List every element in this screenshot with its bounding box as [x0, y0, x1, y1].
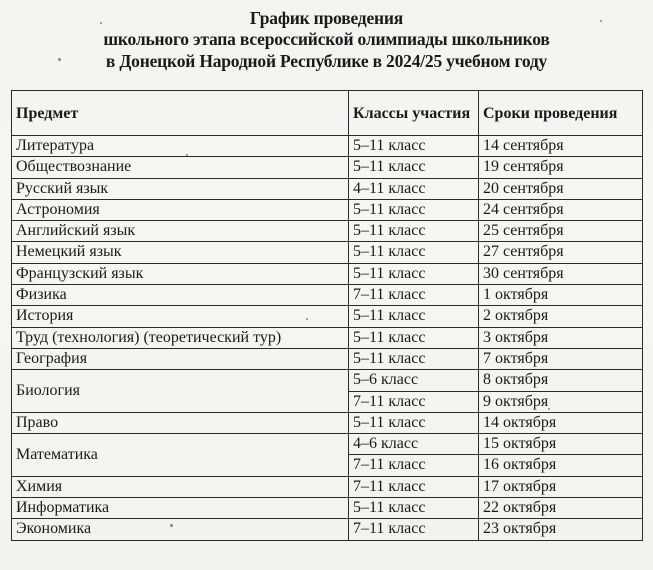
cell-subject: Русский язык: [12, 178, 349, 199]
cell-subject: География: [12, 348, 349, 369]
cell-subject: Биология: [12, 370, 349, 413]
cell-date: 14 октября: [479, 412, 643, 433]
table-row: [12, 136, 643, 157]
cell-classes: 5–11 класс: [349, 199, 479, 220]
table-row: [12, 221, 643, 242]
cell-classes: 7–11 класс: [349, 455, 479, 476]
scan-speck: [100, 22, 102, 24]
scan-speck: [186, 154, 188, 156]
table-row: [12, 476, 643, 497]
cell-subject: Физика: [12, 285, 349, 306]
cell-subject: Французский язык: [12, 263, 349, 284]
table-row: [12, 199, 643, 220]
cell-date: 8 октября: [479, 370, 643, 391]
table-row: [12, 519, 643, 540]
scan-speck: [600, 20, 602, 22]
table-row: [12, 242, 643, 263]
olympiad-schedule-table: [11, 90, 643, 541]
document-subtitle-region: в Донецкой Народной Республике в 2024/25 учебном году: [105, 51, 548, 71]
table-row: [12, 157, 643, 178]
table-row: [12, 327, 643, 348]
table-row: [12, 434, 643, 455]
cell-date: 3 октября: [479, 327, 643, 348]
table-row: [12, 348, 643, 369]
table-row: [12, 178, 643, 199]
cell-classes: 7–11 класс: [349, 519, 479, 540]
cell-subject: История: [12, 306, 349, 327]
document-title: График проведения: [249, 8, 404, 28]
cell-subject: Обществознание: [12, 157, 349, 178]
cell-subject: Немецкий язык: [12, 242, 349, 263]
cell-date: 16 октября: [479, 455, 643, 476]
cell-classes: 7–11 класс: [349, 285, 479, 306]
cell-date: 9 октября: [479, 391, 643, 412]
cell-subject: Экономика: [12, 519, 349, 540]
cell-subject: Химия: [12, 476, 349, 497]
cell-date: 30 сентября: [479, 263, 643, 284]
scan-speck: [58, 58, 61, 61]
cell-classes: 5–11 класс: [349, 242, 479, 263]
table-row: [12, 412, 643, 433]
cell-date: 14 сентября: [479, 136, 643, 157]
table-row: [12, 285, 643, 306]
scan-speck: [306, 318, 308, 320]
cell-classes: 5–11 класс: [349, 327, 479, 348]
cell-classes: 5–11 класс: [349, 412, 479, 433]
cell-date: 27 сентября: [479, 242, 643, 263]
cell-subject: Право: [12, 412, 349, 433]
table-header-row: [12, 91, 643, 136]
column-header-classes: Классы участия: [349, 91, 479, 136]
cell-classes: 7–11 класс: [349, 391, 479, 412]
cell-classes: 5–11 класс: [349, 306, 479, 327]
cell-classes: 5–11 класс: [349, 263, 479, 284]
cell-classes: 5–11 класс: [349, 498, 479, 519]
cell-subject: Информатика: [12, 498, 349, 519]
document-subtitle: школьного этапа всероссийской олимпиады школьников: [103, 29, 550, 49]
cell-classes: 5–6 класс: [349, 370, 479, 391]
scan-speck: [548, 408, 550, 410]
cell-subject: Литература: [12, 136, 349, 157]
cell-subject: Математика: [12, 434, 349, 477]
cell-date: 17 октября: [479, 476, 643, 497]
table-row: [12, 306, 643, 327]
cell-date: 20 сентября: [479, 178, 643, 199]
cell-classes: 5–11 класс: [349, 136, 479, 157]
cell-classes: 4–6 класс: [349, 434, 479, 455]
cell-date: 22 октября: [479, 498, 643, 519]
cell-date: 15 октября: [479, 434, 643, 455]
cell-classes: 5–11 класс: [349, 221, 479, 242]
cell-classes: 4–11 класс: [349, 178, 479, 199]
column-header-subject: Предмет: [12, 91, 349, 136]
table-body: [12, 136, 643, 541]
cell-classes: 5–11 класс: [349, 348, 479, 369]
cell-date: 23 октября: [479, 519, 643, 540]
table-row: [12, 370, 643, 391]
column-header-dates: Сроки проведения: [479, 91, 643, 136]
cell-classes: 5–11 класс: [349, 157, 479, 178]
cell-date: 19 сентября: [479, 157, 643, 178]
cell-date: 7 октября: [479, 348, 643, 369]
cell-subject: Английский язык: [12, 221, 349, 242]
cell-date: 2 октября: [479, 306, 643, 327]
table-row: [12, 263, 643, 284]
table-row: [12, 498, 643, 519]
cell-date: 24 сентября: [479, 199, 643, 220]
cell-date: 25 сентября: [479, 221, 643, 242]
cell-date: 1 октября: [479, 285, 643, 306]
scan-speck: [170, 524, 173, 527]
cell-subject: Астрономия: [12, 199, 349, 220]
cell-classes: 7–11 класс: [349, 476, 479, 497]
cell-subject: Труд (технология) (теоретический тур): [12, 327, 349, 348]
